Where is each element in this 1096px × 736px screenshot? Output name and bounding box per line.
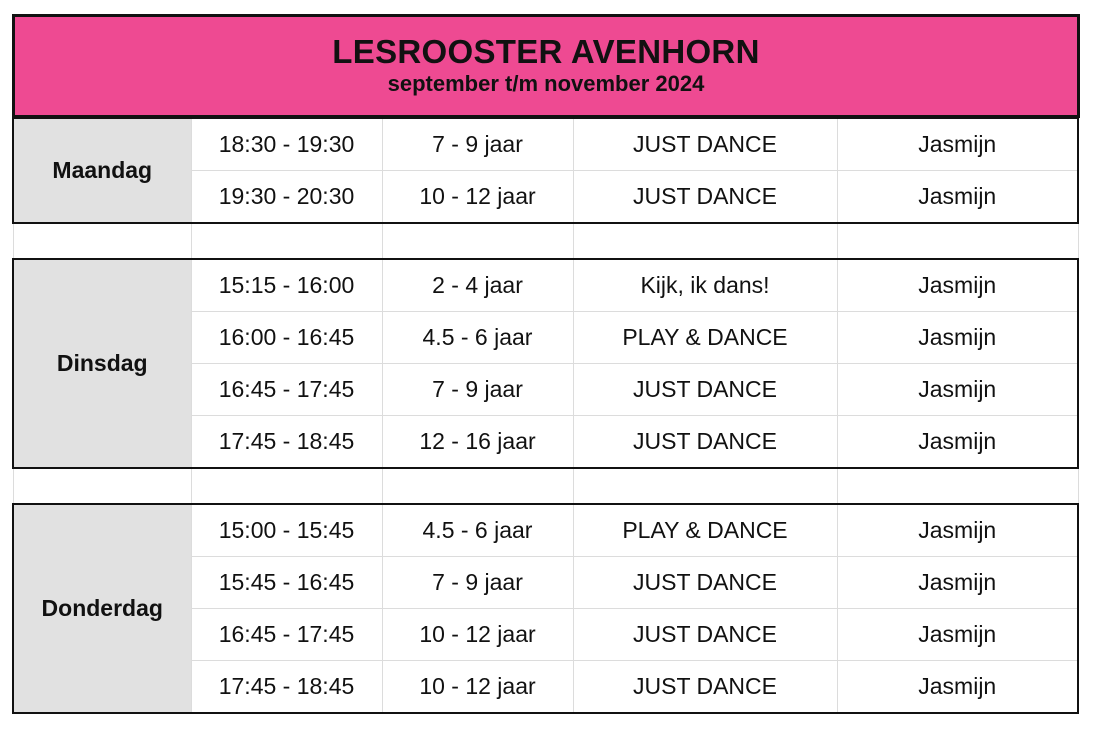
lesson-class: PLAY & DANCE xyxy=(573,504,837,557)
schedule-title: LESROOSTER AVENHORN xyxy=(332,33,760,70)
day-label: Maandag xyxy=(13,118,191,223)
lesson-age: 7 - 9 jaar xyxy=(382,364,573,416)
day-label: Donderdag xyxy=(13,504,191,713)
schedule-header xyxy=(12,14,1080,118)
table-row xyxy=(13,259,1078,312)
spacer-cell xyxy=(573,468,837,504)
spacer-cell xyxy=(837,223,1078,259)
day-label: Dinsdag xyxy=(13,259,191,468)
lesson-age: 10 - 12 jaar xyxy=(382,609,573,661)
spacer-row xyxy=(13,223,1078,259)
schedule-table xyxy=(12,117,1079,714)
lesson-class: Kijk, ik dans! xyxy=(573,259,837,312)
lesson-time: 17:45 - 18:45 xyxy=(191,416,382,469)
lesson-age: 7 - 9 jaar xyxy=(382,118,573,171)
lesson-teacher: Jasmijn xyxy=(837,609,1078,661)
lesson-class: JUST DANCE xyxy=(573,609,837,661)
day-group-maandag xyxy=(13,118,1078,223)
day-group-donderdag xyxy=(13,504,1078,713)
spacer-cell xyxy=(382,223,573,259)
lesson-time: 19:30 - 20:30 xyxy=(191,171,382,224)
lesson-teacher: Jasmijn xyxy=(837,171,1078,224)
lesson-teacher: Jasmijn xyxy=(837,661,1078,714)
lesson-age: 10 - 12 jaar xyxy=(382,171,573,224)
spacer-group xyxy=(13,223,1078,259)
lesson-age: 12 - 16 jaar xyxy=(382,416,573,469)
lesson-time: 15:15 - 16:00 xyxy=(191,259,382,312)
table-row xyxy=(13,504,1078,557)
lesson-teacher: Jasmijn xyxy=(837,416,1078,469)
spacer-cell xyxy=(837,468,1078,504)
lesson-class: JUST DANCE xyxy=(573,557,837,609)
lesson-teacher: Jasmijn xyxy=(837,504,1078,557)
lesson-age: 4.5 - 6 jaar xyxy=(382,312,573,364)
spacer-row xyxy=(13,468,1078,504)
spacer-cell xyxy=(13,223,191,259)
spacer-cell xyxy=(191,223,382,259)
lesson-age: 7 - 9 jaar xyxy=(382,557,573,609)
lesson-teacher: Jasmijn xyxy=(837,557,1078,609)
lesson-time: 15:45 - 16:45 xyxy=(191,557,382,609)
lesson-class: JUST DANCE xyxy=(573,171,837,224)
lesson-teacher: Jasmijn xyxy=(837,118,1078,171)
lesson-teacher: Jasmijn xyxy=(837,259,1078,312)
lesson-teacher: Jasmijn xyxy=(837,364,1078,416)
spacer-cell xyxy=(191,468,382,504)
lesson-age: 10 - 12 jaar xyxy=(382,661,573,714)
table-row xyxy=(13,118,1078,171)
lesson-class: JUST DANCE xyxy=(573,416,837,469)
lesson-class: PLAY & DANCE xyxy=(573,312,837,364)
lesson-class: JUST DANCE xyxy=(573,118,837,171)
lesson-age: 4.5 - 6 jaar xyxy=(382,504,573,557)
spacer-group xyxy=(13,468,1078,504)
spacer-cell xyxy=(573,223,837,259)
lesson-class: JUST DANCE xyxy=(573,661,837,714)
lesson-time: 16:45 - 17:45 xyxy=(191,609,382,661)
lesson-teacher: Jasmijn xyxy=(837,312,1078,364)
lesson-class: JUST DANCE xyxy=(573,364,837,416)
lesson-time: 15:00 - 15:45 xyxy=(191,504,382,557)
schedule-subtitle: september t/m november 2024 xyxy=(387,71,705,96)
lesson-time: 18:30 - 19:30 xyxy=(191,118,382,171)
lesson-time: 17:45 - 18:45 xyxy=(191,661,382,714)
spacer-cell xyxy=(382,468,573,504)
lesson-age: 2 - 4 jaar xyxy=(382,259,573,312)
day-group-dinsdag xyxy=(13,259,1078,468)
lesson-time: 16:45 - 17:45 xyxy=(191,364,382,416)
lesson-time: 16:00 - 16:45 xyxy=(191,312,382,364)
spacer-cell xyxy=(13,468,191,504)
